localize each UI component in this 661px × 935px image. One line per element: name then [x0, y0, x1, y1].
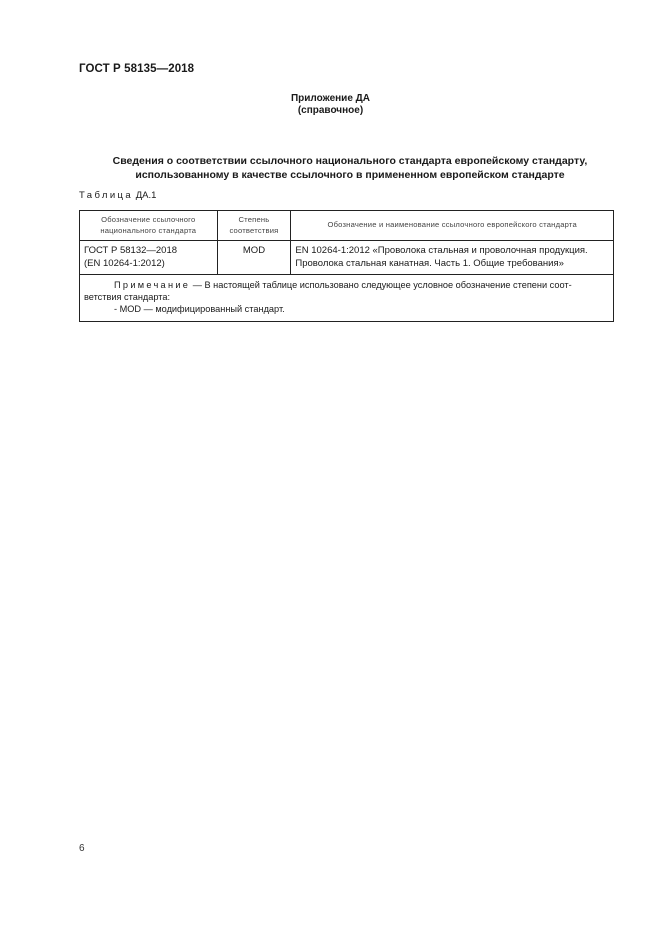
appendix-heading — [0, 93, 661, 117]
note-label: Примечание — [114, 280, 191, 290]
table-note — [80, 275, 614, 322]
table-note-row — [80, 275, 614, 322]
note-line-1: Примечание — В настоящей таблице использовано следующее условное обозначение степени соот- — [114, 280, 572, 290]
table-header-row — [80, 211, 614, 241]
correspondence-table — [79, 210, 614, 322]
appendix-subtitle: (справочное) — [297, 105, 364, 116]
section-title-line-1: Сведения о соответствии ссылочного национального стандарта европейскому стандарту, — [112, 155, 588, 167]
table-caption-number: ДА.1 — [135, 190, 157, 201]
cell-national-standard: ГОСТ Р 58132—2018 (EN 10264-1:2012) — [80, 241, 218, 275]
page-number: 6 — [79, 843, 85, 854]
column-header-degree: Степень соответствия — [217, 211, 291, 241]
table-caption-word: Таблица — [79, 190, 134, 201]
section-title — [70, 154, 630, 182]
table-caption — [79, 190, 156, 201]
column-header-national-standard: Обозначение ссылочного национального стандарта — [80, 211, 218, 241]
document-number-header: ГОСТ Р 58135—2018 — [79, 63, 195, 75]
appendix-title: Приложение ДА — [290, 93, 371, 104]
column-header-european-standard: Обозначение и наименование ссылочного европейского стандарта — [291, 211, 614, 241]
cell-degree: MOD — [217, 241, 291, 275]
section-title-line-2: использованному в качестве ссылочного в примененном европейском стандарте — [135, 169, 565, 181]
note-item: - MOD — модифицированный стандарт. — [114, 304, 285, 314]
cell-european-standard: EN 10264-1:2012 «Проволока стальная и проволочная продукция. Проволока стальная канатная. Часть 1. Общие требования» — [291, 241, 614, 275]
table-row — [80, 241, 614, 275]
note-line-2: ветствия стандарта: — [84, 292, 171, 302]
